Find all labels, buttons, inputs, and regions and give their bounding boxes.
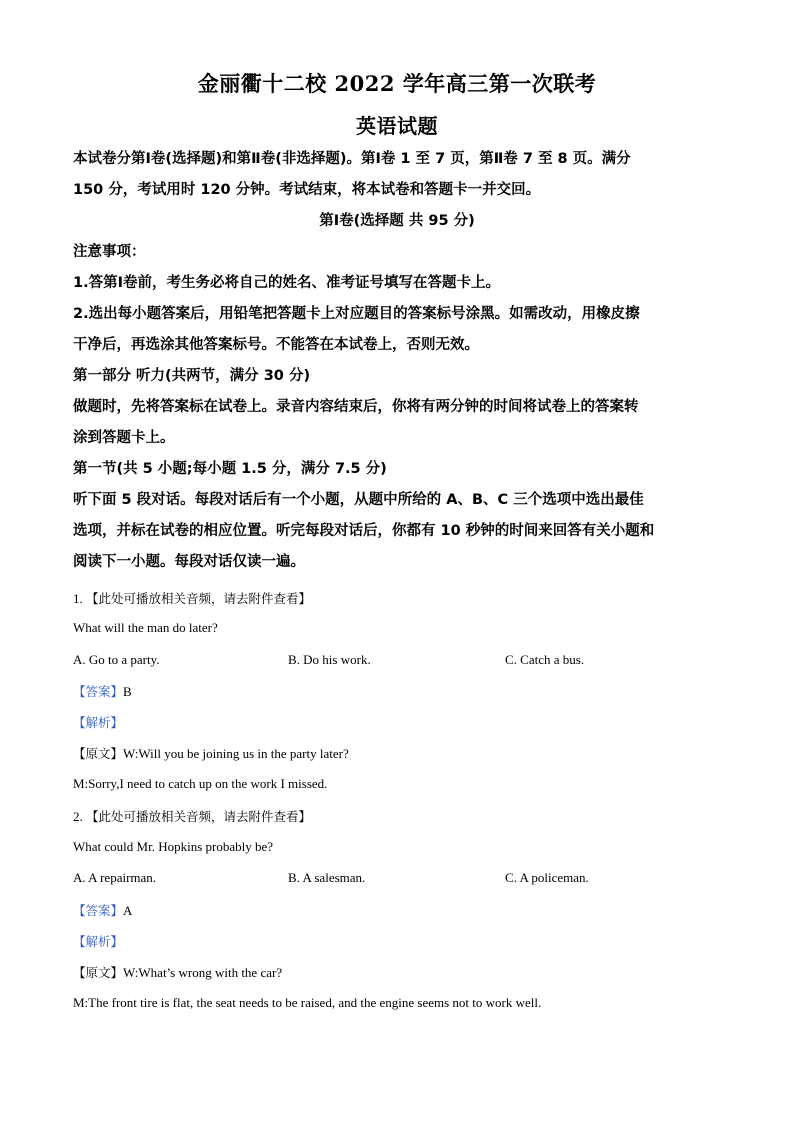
question-1-option-a: A. Go to a party. xyxy=(73,652,160,667)
answer-value: A xyxy=(123,903,133,918)
question-2-audio-note xyxy=(73,807,311,825)
question-2-text: What could Mr. Hopkins probably be? xyxy=(73,839,274,854)
question-2-analysis xyxy=(73,932,123,950)
notice-1: 1.答第Ⅰ卷前，考生务必将自己的姓名、准考证号填写在答题卡上。 xyxy=(73,275,500,291)
subsection1-intro-line-1: 听下面 5 段对话。每段对话后有一个小题，从题中所给的 A、B、C 三个选项中选出最佳 xyxy=(73,492,644,508)
intro-line-2: 150 分，考试用时 120 分钟。考试结束，将本试卷和答题卡一并交回。 xyxy=(73,182,541,198)
section1-intro-line-2: 涂到答题卡上。 xyxy=(73,430,175,446)
notice-heading: 注意事项： xyxy=(73,244,146,260)
question-2-original-line-2: M:The front tire is flat, the seat needs to be raised, and the engine seems not to work well. xyxy=(73,995,542,1010)
page-subtitle: 英语试题 xyxy=(356,114,438,138)
question-1-audio-note xyxy=(73,589,311,607)
notice-2-line-2: 干净后，再选涂其他答案标号。不能答在本试卷上，否则无效。 xyxy=(73,337,479,353)
answer-value: B xyxy=(123,684,132,699)
notice-2-line-1: 2.选出每小题答案后，用铅笔把答题卡上对应题目的答案标号涂黑。如需改动，用橡皮擦 xyxy=(73,306,640,322)
part1-heading: 第Ⅰ卷(选择题 共 95 分) xyxy=(319,213,475,229)
subsection1-intro-line-3: 阅读下一小题。每段对话仅读一遍。 xyxy=(73,554,305,570)
analysis-label: 【解析】 xyxy=(73,934,124,949)
question-1-text: What will the man do later? xyxy=(73,620,218,635)
question-2-answer xyxy=(73,901,132,919)
question-2-option-b: B. A salesman. xyxy=(288,870,366,885)
page-title: 金丽衢十二校 2022 学年高三第一次联考 xyxy=(197,71,597,96)
analysis-label: 【解析】 xyxy=(73,715,124,730)
original-label: 【原文】 xyxy=(73,965,124,980)
intro-line-1: 本试卷分第Ⅰ卷(选择题)和第Ⅱ卷(非选择题)。第Ⅰ卷 1 至 7 页，第Ⅱ卷 7 至 8 页。满分 xyxy=(73,151,631,167)
question-2-option-c: C. A policeman. xyxy=(505,870,589,885)
answer-label: 【答案】 xyxy=(73,684,124,699)
original-line-1: W:Will you be joining us in the party later? xyxy=(123,746,349,761)
question-number: 2. xyxy=(73,809,83,824)
question-2-option-a: A. A repairman. xyxy=(73,870,157,885)
question-2-original xyxy=(73,963,282,981)
question-1-original xyxy=(73,744,349,762)
original-label: 【原文】 xyxy=(73,746,124,761)
question-1-answer xyxy=(73,682,132,700)
audio-note: 【此处可播放相关音频，请去附件查看】 xyxy=(86,591,312,606)
audio-note: 【此处可播放相关音频，请去附件查看】 xyxy=(86,809,312,824)
question-1-option-c: C. Catch a bus. xyxy=(505,652,585,667)
subsection1-heading: 第一节(共 5 小题;每小题 1.5 分，满分 7.5 分) xyxy=(73,461,387,477)
subsection1-intro-line-2: 选项，并标在试卷的相应位置。听完每段对话后，你都有 10 秒钟的时间来回答有关小题和 xyxy=(73,523,655,539)
question-1-option-b: B. Do his work. xyxy=(288,652,371,667)
question-number: 1. xyxy=(73,591,83,606)
original-line-1: W:What’s wrong with the car? xyxy=(123,965,283,980)
answer-label: 【答案】 xyxy=(73,903,124,918)
question-1-analysis xyxy=(73,713,123,731)
section1-intro-line-1: 做题时，先将答案标在试卷上。录音内容结束后，你将有两分钟的时间将试卷上的答案转 xyxy=(73,399,639,415)
question-1-original-line-2: M:Sorry,I need to catch up on the work I missed. xyxy=(73,776,328,791)
section1-heading: 第一部分 听力(共两节，满分 30 分) xyxy=(73,368,311,384)
